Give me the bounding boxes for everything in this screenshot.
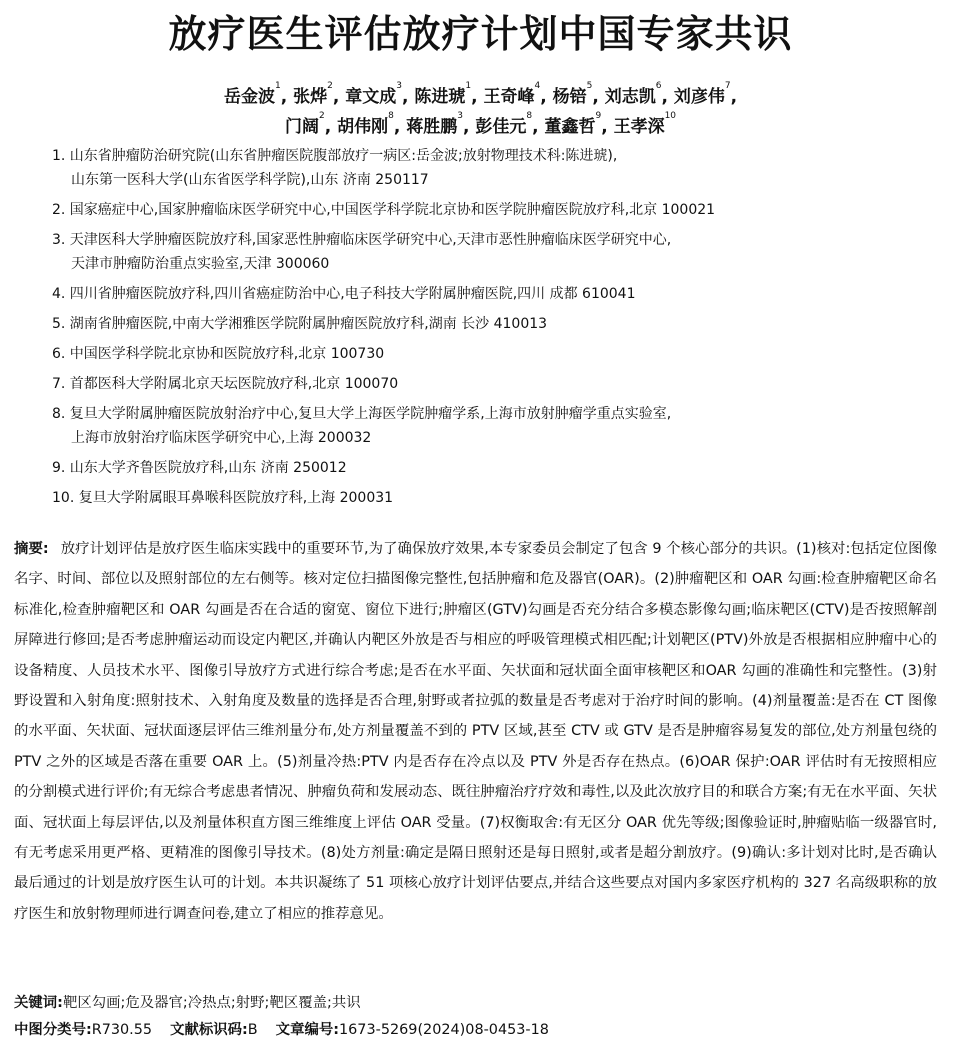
author-name: 岳金波 [223, 87, 275, 107]
keywords-label: 关键词: [14, 995, 63, 1011]
affiliation-line: 上海市放射治疗临床医学研究中心,上海 200032 [71, 430, 372, 446]
clc-label: 中图分类号: [14, 1022, 92, 1038]
author-name: 刘彦伟 [673, 87, 725, 107]
author-name: 刘志凯 [604, 87, 656, 107]
clc-value: R730.55 [91, 1022, 153, 1038]
affiliation-list [52, 144, 932, 516]
author-affiliation-mark: 5 [586, 81, 593, 91]
affiliation-line: 1. 山东省肿瘤防治研究院(山东省肿瘤医院腹部放疗一病区:岳金波;放射物理技术科:陈进琥), [52, 148, 618, 164]
keywords [14, 990, 937, 1016]
author-affiliation-mark: 8 [526, 111, 533, 121]
author-affiliation-mark: 6 [655, 81, 662, 91]
author-name: 蒋胜鹏 [406, 117, 458, 137]
author-affiliation-mark: 8 [388, 111, 394, 121]
author-list-line-2: 门阔$^2$, 胡伟刚$^8$, 蒋胜鹏$^3$, 彭佳元$^8$, 董鑫哲$^9$, 王孝深$^{10}$ [284, 111, 677, 137]
affiliation-line: 10. 复旦大学附属眼耳鼻喉科医院放疗科,上海 200031 [52, 490, 394, 506]
author-name: 章文成 [345, 87, 397, 107]
author-name: 彭佳元 [475, 117, 527, 137]
article-number-label: 文章编号: [275, 1022, 339, 1038]
author-list-line-1: 岳金波$^1$, 张烨$^2$, 章文成$^3$, 陈进琥$^1$, 王奇峰$^4$, 杨锫$^5$, 刘志凯$^6$, 刘彦伟$^7$, [223, 81, 738, 107]
author-affiliation-mark: 3 [396, 81, 402, 91]
affiliation-line: 山东第一医科大学(山东省医学科学院),山东 济南 250117 [71, 172, 429, 188]
affiliation-line: 7. 首都医科大学附属北京天坛医院放疗科,北京 100070 [52, 376, 399, 392]
author-affiliation-mark: 2 [318, 111, 325, 121]
classification-line [14, 1017, 937, 1043]
paper-title: 放疗医生评估放疗计划中国专家共识 [168, 11, 793, 56]
abstract-label: 摘要: [14, 541, 49, 557]
article-number-value: 1673-5269(2024)08-0453-18 [339, 1022, 549, 1038]
author-affiliation-mark: 10 [664, 111, 677, 121]
abstract-text: 放疗计划评估是放疗医生临床实践中的重要环节,为了确保放疗效果,本专家委员会制定了包含 9 个核心部分的共识。(1)核对:包括定位图像名字、时间、部位以及照射部位的左右侧等。核对定位扫描图像完整性,包括肿瘤和危及器官(OAR)。(2)肿瘤靶区和 OAR 勾画:检查肿瘤靶区命名标准化,检查肿瘤靶区和 OAR 勾画是否在合适的窗宽、窗位下进行;肿瘤区(GTV)勾画是否充分结合多模态影像勾画;临床靶区(CTV)是否按照解剖屏障进行修回;是否考虑肿瘤运动而设定内靶区,并确认内靶区外放是否与相应的呼吸管理模式相匹配;计划靶区(PTV)外放是否根据相应肿瘤中心的设备精度、人员技术水平、图像引导放疗方式进行综合考虑;是否在水平面、矢状面和冠状面全面审核靶区和OAR 勾画的准确性和完整性。(3)射野设置和入射角度:照射技术、入射角度及数量的选择是否合理,射野或者拉弧的数量是否考虑对于治疗时间的影响。(4)剂量覆盖:是否在 CT 图像的水平面、矢状面、冠状面逐层评估三维剂量分布,处方剂量覆盖不到的 PTV 区域,甚至 CTV 或 GTV 是否是肿瘤容易复发的部位,处方剂量包绕的 PTV 之外的区域是否落在重要 OAR 上。(5)剂量冷热:PTV 内是否存在冷点以及 PTV 外是否存在热点。(6)OAR 保护:OAR 评估时有无按照相应的分割模式进行评价;有无综合考虑患者情况、肿瘤负荷和发展动态、既往肿瘤治疗疗效和毒性,以及此次放疗目的和联合方案;有无在水平面、矢状面、冠状面上每层评估,以及剂量体积直方图三维维度上评估 OAR 受量。(7)权衡取舍:有无区分 OAR 优先等级;图像验证时,肿瘤贴临一级器官时,有无考虑采用更严格、更精准的图像引导技术。(8)处方剂量:确定是隔日照射还是每日照射,或者是超分割放疗。(9)确认:多计划对比时,是否确认最后通过的计划是放疗医生认可的计划。本共识凝练了 51 项核心放疗计划评估要点,并结合这些要点对国内多家医疗机构的 327 名高级职称的放疗医生和放射物理师进行调查问卷,建立了相应的推荐意见。 [14, 541, 937, 922]
author-name: 王奇峰 [483, 87, 535, 107]
keywords-text: 靶区勾画;危及器官;冷热点;射野;靶区覆盖;共识 [62, 995, 361, 1011]
affiliation-line: 8. 复旦大学附属肿瘤医院放射治疗中心,复旦大学上海医学院肿瘤学系,上海市放射肿瘤学重点实验室, [52, 406, 672, 422]
affiliation-line: 3. 天津医科大学肿瘤医院放疗科,国家恶性肿瘤临床医学研究中心,天津市恶性肿瘤临床医学研究中心, [52, 232, 672, 248]
author-affiliation-mark: 7 [724, 81, 731, 91]
author-name: 门阔 [284, 117, 319, 137]
author-name: 董鑫哲 [544, 117, 596, 137]
author-affiliation-mark: 3 [457, 111, 463, 121]
author-affiliation-mark: 4 [534, 81, 541, 91]
author-name: 陈进琥 [414, 87, 466, 107]
author-name: 胡伟刚 [337, 117, 389, 137]
doc-code-value: B [247, 1022, 258, 1038]
affiliation-line: 4. 四川省肿瘤医院放疗科,四川省癌症防治中心,电子科技大学附属肿瘤医院,四川 成都 610041 [52, 286, 636, 302]
author-affiliation-mark: 1 [465, 81, 472, 91]
author-affiliation-mark: 2 [327, 81, 333, 91]
author-affiliation-mark: 9 [595, 111, 602, 121]
author-name: 杨锫 [552, 87, 587, 107]
affiliation-line: 2. 国家癌症中心,国家肿瘤临床医学研究中心,中国医学科学院北京协和医学院肿瘤医院放疗科,北京 100021 [52, 202, 716, 218]
affiliation-line: 5. 湖南省肿瘤医院,中南大学湘雅医学院附属肿瘤医院放疗科,湖南 长沙 410013 [52, 316, 548, 332]
author-name: 王孝深 [613, 117, 665, 137]
affiliation-line: 天津市肿瘤防治重点实验室,天津 300060 [71, 256, 330, 272]
abstract [14, 534, 937, 929]
doc-code-label: 文献标识码: [170, 1022, 248, 1038]
affiliation-line: 9. 山东大学齐鲁医院放疗科,山东 济南 250012 [52, 460, 347, 476]
affiliation-line: 6. 中国医学科学院北京协和医院放疗科,北京 100730 [52, 346, 385, 362]
author-name: 张烨 [293, 87, 328, 107]
author-affiliation-mark: 1 [274, 81, 281, 91]
